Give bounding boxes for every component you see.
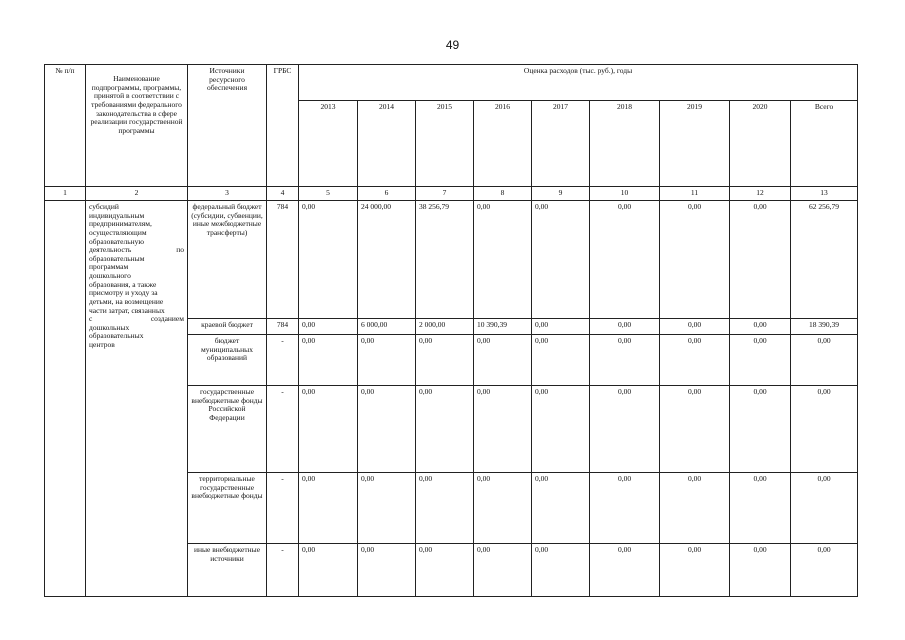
program-name-line: части затрат, связанных <box>89 305 165 315</box>
value-cell: 0,00 <box>730 335 791 386</box>
value-cell: 0,00 <box>299 335 358 386</box>
total-cell: 62 256,79 <box>791 201 858 319</box>
grbs-cell: - <box>267 386 299 473</box>
value-cell: 0,00 <box>660 386 730 473</box>
source-cell: территориальные государственные внебюджетные фонды <box>188 473 267 544</box>
value-cell: 0,00 <box>730 544 791 597</box>
program-name-text: с <box>89 314 93 324</box>
column-number: 11 <box>660 187 730 201</box>
header-row <box>45 65 858 101</box>
year-header: 2013 <box>299 101 358 187</box>
program-name-line: программам <box>89 262 129 272</box>
source-cell: краевой бюджет <box>188 319 267 335</box>
value-cell: 0,00 <box>299 386 358 473</box>
value-cell: 0,00 <box>532 544 590 597</box>
value-cell: 0,00 <box>474 386 532 473</box>
header-col-no: № п/п <box>45 65 86 187</box>
value-cell: 0,00 <box>474 544 532 597</box>
program-name-line: присмотру и уходу за <box>89 288 158 298</box>
value-cell: 0,00 <box>474 335 532 386</box>
value-cell: 6 000,00 <box>358 319 416 335</box>
value-cell: 0,00 <box>730 201 791 319</box>
value-cell: 0,00 <box>416 335 474 386</box>
value-cell: 0,00 <box>590 319 660 335</box>
year-header: 2016 <box>474 101 532 187</box>
program-name-text: деятельность <box>89 245 132 255</box>
header-col-costs: Оценка расходов (тыс. руб.), годы <box>299 65 858 101</box>
program-name-line: центров <box>89 340 115 349</box>
total-cell: 0,00 <box>791 335 858 386</box>
budget-table <box>44 64 858 597</box>
value-cell: 0,00 <box>730 319 791 335</box>
value-cell: 0,00 <box>660 335 730 386</box>
program-name-line: индивидуальным <box>89 210 145 220</box>
year-header: 2017 <box>532 101 590 187</box>
value-cell: 0,00 <box>299 201 358 319</box>
value-cell: 0,00 <box>532 319 590 335</box>
column-number: 9 <box>532 187 590 201</box>
program-name-cell <box>86 201 188 597</box>
program-name-line: детьми, на возмещение <box>89 296 164 306</box>
year-header: 2020 <box>730 101 791 187</box>
value-cell: 0,00 <box>660 473 730 544</box>
table-row-federal <box>45 201 858 319</box>
value-cell: 0,00 <box>660 319 730 335</box>
column-number: 8 <box>474 187 532 201</box>
grbs-cell: - <box>267 473 299 544</box>
value-cell: 0,00 <box>660 544 730 597</box>
value-cell: 0,00 <box>358 544 416 597</box>
program-name-line: образовательным <box>89 253 145 263</box>
program-name-line: образования, а также <box>89 279 157 289</box>
value-cell: 2 000,00 <box>416 319 474 335</box>
value-cell: 0,00 <box>590 201 660 319</box>
column-number: 12 <box>730 187 791 201</box>
column-number-row <box>45 187 858 201</box>
column-number: 10 <box>590 187 660 201</box>
total-cell: 0,00 <box>791 544 858 597</box>
year-header: 2015 <box>416 101 474 187</box>
value-cell: 0,00 <box>730 386 791 473</box>
grbs-cell: 784 <box>267 319 299 335</box>
value-cell: 0,00 <box>532 201 590 319</box>
value-cell: 10 390,39 <box>474 319 532 335</box>
year-header-total: Всего <box>791 101 858 187</box>
program-name-line: субсидий <box>89 202 119 211</box>
header-col-name: Наименование подпрограммы, программы, принятой в соответствии с требованиями федерального законодательства в сфере реализации государственной программы <box>86 65 188 187</box>
year-header: 2018 <box>590 101 660 187</box>
program-name-line: образовательную <box>89 236 145 246</box>
value-cell: 24 000,00 <box>358 201 416 319</box>
year-header: 2014 <box>358 101 416 187</box>
page-number: 49 <box>445 38 460 52</box>
program-name-text: созданием <box>150 314 184 324</box>
program-name-text: по <box>176 245 184 255</box>
value-cell: 0,00 <box>590 335 660 386</box>
program-name-line: предпринимателям, <box>89 219 152 229</box>
column-number: 6 <box>358 187 416 201</box>
column-number: 13 <box>791 187 858 201</box>
value-cell: 0,00 <box>299 473 358 544</box>
program-name-line: дошкольных <box>89 322 130 332</box>
value-cell: 0,00 <box>416 473 474 544</box>
column-number: 7 <box>416 187 474 201</box>
program-name-line: осуществляющим <box>89 227 147 237</box>
value-cell: 0,00 <box>590 544 660 597</box>
value-cell: 0,00 <box>660 201 730 319</box>
column-number: 2 <box>86 187 188 201</box>
total-cell: 18 390,39 <box>791 319 858 335</box>
program-name-line: дошкольного <box>89 271 131 280</box>
source-cell: иные внебюджетные источники <box>188 544 267 597</box>
value-cell: 0,00 <box>299 319 358 335</box>
year-header: 2019 <box>660 101 730 187</box>
grbs-cell: - <box>267 335 299 386</box>
source-cell: государственные внебюджетные фонды Российской Федерации <box>188 386 267 473</box>
header-col-grbs: ГРБС <box>267 65 299 187</box>
value-cell: 38 256,79 <box>416 201 474 319</box>
column-number: 5 <box>299 187 358 201</box>
total-cell: 0,00 <box>791 473 858 544</box>
value-cell: 0,00 <box>532 386 590 473</box>
value-cell: 0,00 <box>590 473 660 544</box>
value-cell: 0,00 <box>416 386 474 473</box>
value-cell: 0,00 <box>532 335 590 386</box>
column-number: 4 <box>267 187 299 201</box>
program-name-line: образовательных <box>89 331 144 341</box>
value-cell: 0,00 <box>299 544 358 597</box>
value-cell: 0,00 <box>590 386 660 473</box>
source-cell: федеральный бюджет (субсидии, субвенции, иные межбюджетные трансферты) <box>188 201 267 319</box>
column-number: 3 <box>188 187 267 201</box>
source-cell: бюджет муниципальных образований <box>188 335 267 386</box>
grbs-cell: - <box>267 544 299 597</box>
total-cell: 0,00 <box>791 386 858 473</box>
value-cell: 0,00 <box>358 335 416 386</box>
value-cell: 0,00 <box>474 473 532 544</box>
value-cell: 0,00 <box>730 473 791 544</box>
column-number: 1 <box>45 187 86 201</box>
value-cell: 0,00 <box>358 473 416 544</box>
value-cell: 0,00 <box>416 544 474 597</box>
row-number-cell <box>45 201 86 597</box>
header-col-source: Источники ресурсного обеспечения <box>188 65 267 187</box>
value-cell: 0,00 <box>532 473 590 544</box>
grbs-cell: 784 <box>267 201 299 319</box>
value-cell: 0,00 <box>474 201 532 319</box>
value-cell: 0,00 <box>358 386 416 473</box>
